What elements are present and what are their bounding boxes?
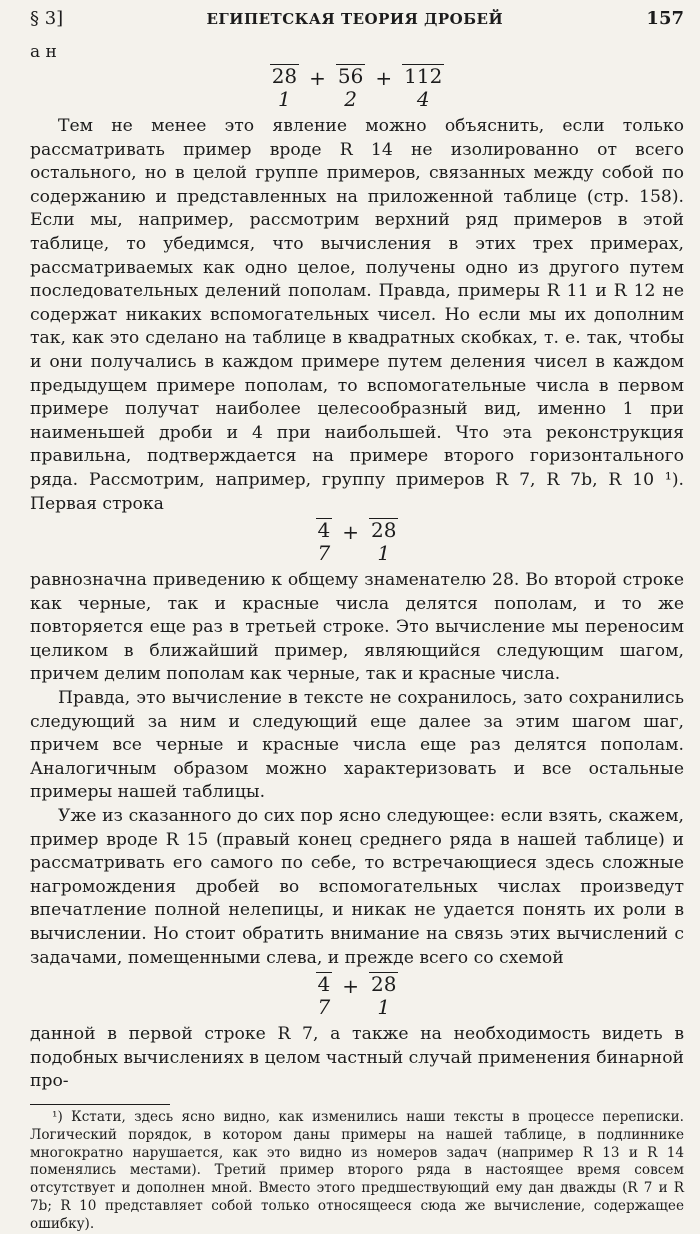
plus-sign: + xyxy=(342,974,360,999)
fraction-term xyxy=(402,64,444,111)
running-title: ЕГИПЕТСКАЯ ТЕОРИЯ ДРОБЕЙ xyxy=(206,10,504,28)
fraction-denominator: 1 xyxy=(377,995,391,1020)
fraction-term xyxy=(369,518,398,565)
fraction-term xyxy=(316,972,333,1019)
paragraph-4: Уже из сказанного до сих пор ясно следующее: если взять, скажем, пример вроде R 15 (правый конец среднего ряда в нашей таблице) и рассматривать его самого по себе, то встречающиеся здесь сложные нагромождения дробей во вспомогательных числах произведут впечатление полной нелепицы, и никак не удается понять их роли в вычислении. Но стоит обратить внимание на связь этих вычислений с задачами, помещенными слева, и прежде всего со схемой xyxy=(30,806,684,968)
fraction-denominator: 4 xyxy=(416,87,430,111)
fraction-denominator: 1 xyxy=(278,87,291,111)
fraction-denominator: 7 xyxy=(317,995,331,1020)
paragraph-2: равнозначна приведению к общему знаменателю 28. Во второй строке как черные, так и красные числа делятся пополам, и то же повторяется еще раз в третьей строке. Это вычисление мы переносим целиком в ближайший пример, являющийся следующим шагом, причем делим пополам как черные, так и красные числа. xyxy=(30,570,684,685)
page-number: 157 xyxy=(646,8,684,29)
fraction-term xyxy=(369,972,398,1019)
paragraph-3: Правда, это вычисление в тексте не сохранилось, зато сохранились следующий за ним и следующий еще далее за этим шагом шаг, причем все черные и красные числа еще раз делятся пополам. Аналогичным образом можно характеризовать и все остальные примеры нашей таблицы. xyxy=(30,688,684,803)
section-marker: § 3] xyxy=(30,8,64,29)
fraction-numerator: 4 xyxy=(317,518,331,543)
fraction-numerator: 56 xyxy=(337,64,364,88)
fraction-numerator: 28 xyxy=(371,518,397,543)
plus-sign: + xyxy=(375,66,393,90)
fraction-denominator: 1 xyxy=(377,541,391,566)
formula-2 xyxy=(30,518,684,565)
fraction-term xyxy=(270,64,299,111)
fraction-denominator: 7 xyxy=(317,541,331,566)
fraction-numerator: 28 xyxy=(271,64,298,88)
fraction-numerator: 28 xyxy=(371,972,397,997)
fraction-term xyxy=(316,518,333,565)
lead-text: а н xyxy=(30,42,57,62)
plus-sign: + xyxy=(342,520,360,545)
footnote-divider xyxy=(30,1104,170,1105)
plus-sign: + xyxy=(309,66,326,90)
paragraph-1: Тем не менее это явление можно объяснить, если только рассматривать пример вроде R 14 не изолированно от всего остального, но в целой группе примеров, связанных между собой по содержанию и представленных на приложенной таблице (стр. 158). Если мы, например, рассмотрим верхний ряд примеров в этой таблице, то убедимся, что вычисления в этих трех примерах, рассматриваемых как одно целое, получены одно из другого путем последовательных делений пополам. Правда, примеры R 11 и R 12 не содержат никаких вспомогательных чисел. Но если мы их дополним так, как это сделано на таблице в квадратных скобках, т. е. так, чтобы и они получались в каждом примере путем деления чисел в каждом предыдущем примере пополам, то вспомогательные числа в первом примере получат наиболее целесообразный вид, именно 1 при наименьшей дроби и 4 при наибольшей. Что эта реконструкция правильна, подтверждается на примере второго горизонтального ряда. Рассмотрим, например, группу примеров R 7, R 7b, R 10 ¹). Первая строка xyxy=(30,116,684,514)
formula-3 xyxy=(30,972,684,1019)
running-header xyxy=(30,8,684,38)
footnote: ¹) Кстати, здесь ясно видно, как изменились наши тексты в процессе переписки. Логический порядок, в котором даны примеры на нашей таблице, в подлиннике многократно нарушается, как это видно из номеров задач (например R 13 и R 14 поменялись местами). Третий пример второго ряда в настоящее время совсем отсутствует и дополнен мной. Вместо этого предшествующий ему дан дважды (R 7 и R 7b; R 10 представляет собой только относящееся сюда же вычисление, содержащее ошибку). xyxy=(30,1108,684,1232)
formula-1 xyxy=(30,64,684,111)
fraction-term xyxy=(336,64,365,111)
fraction-numerator: 112 xyxy=(404,64,443,88)
fraction-numerator: 4 xyxy=(317,972,331,997)
paragraph-5: данной в первой строке R 7, а также на необходимость видеть в подобных вычислениях в целом частный случай применения бинарной про- xyxy=(30,1024,684,1092)
fraction-denominator: 2 xyxy=(344,87,357,111)
